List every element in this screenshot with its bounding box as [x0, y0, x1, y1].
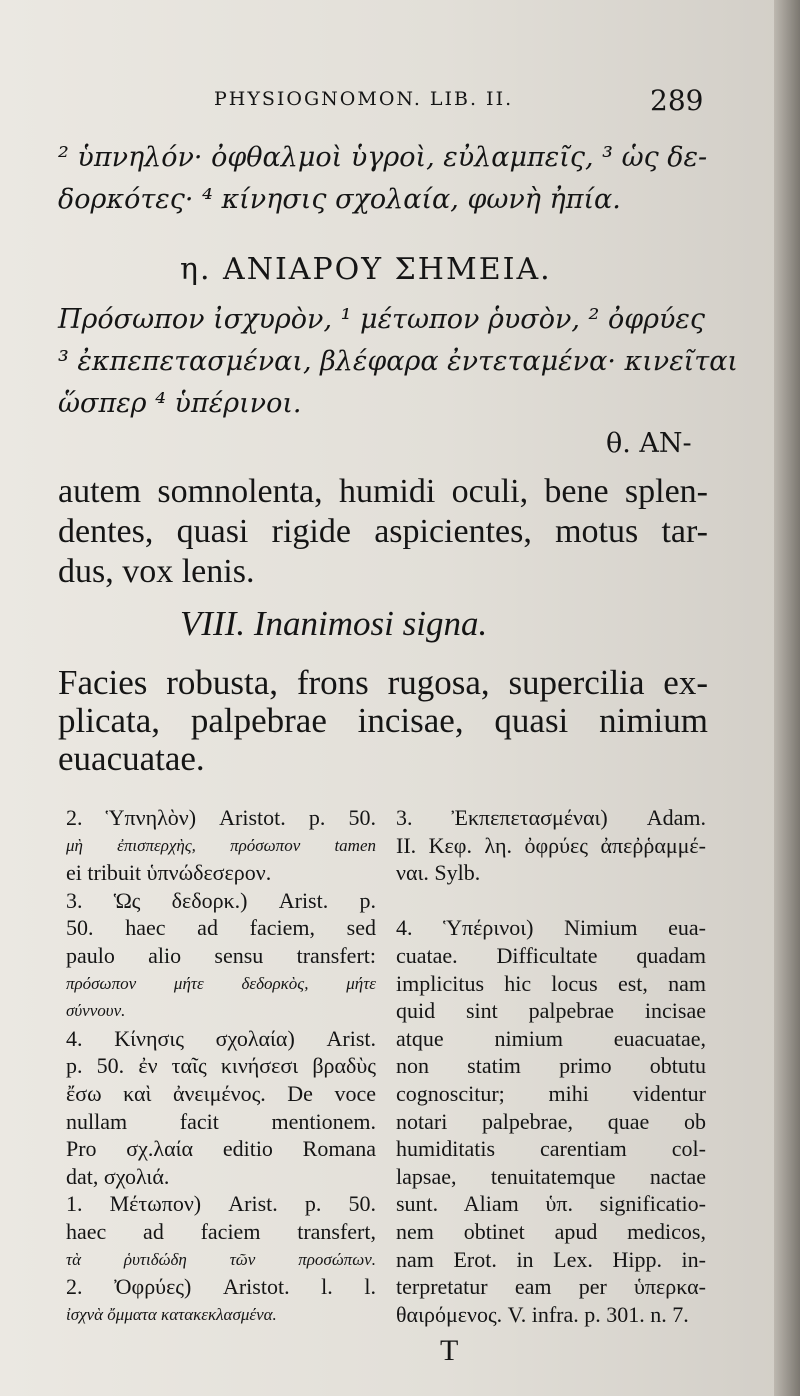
note-line: nem obtinet apud medicos,: [396, 1218, 706, 1244]
note-line: terpretatur eam per ὑπερκα-: [396, 1274, 706, 1300]
catchword: θ. AN-: [606, 428, 692, 459]
note-line: ἔσω καὶ ἀνειμένος. De voce: [66, 1080, 376, 1106]
latin-line: autem somnolenta, humidi oculi, bene splen-: [58, 473, 708, 510]
greek-line-1: ² ὑπνηλόν· ὀφθαλμοὶ ὑγροὶ, εὐλαμπεῖς, ³ ὡς δε-: [58, 142, 708, 173]
note-line: II. Κεφ. λη. ὀφρύες ἀπεῤῥαμμέ-: [396, 832, 706, 858]
greek-para-line-2: ³ ἐκπεπετασμέναι, βλέφαρα ἐντεταμένα· κινεῖται: [58, 346, 739, 377]
book-spine-shadow: [774, 0, 800, 1396]
note-line: haec ad faciem transfert,: [66, 1218, 376, 1244]
signature-mark: T: [440, 1334, 459, 1367]
note-line: 50. haec ad faciem, sed: [66, 915, 376, 941]
note-line: 4. Ὑπέρινοι) Nimium eua-: [396, 915, 706, 941]
note-line: non statim primo obtutu: [396, 1053, 706, 1079]
note-line: 3. Ἐκπεπετασμέναι) Adam.: [396, 805, 706, 830]
note-line: 2. Ὀφρύες) Aristot. l. l.: [66, 1274, 376, 1300]
greek-section-heading: η. ΑΝΙΑΡΟΥ ΣΗΜΕΙΑ.: [180, 252, 552, 287]
section-heading: VIII. Inanimosi signa.: [180, 604, 488, 643]
greek-para-line-3: ὥσπερ ⁴ ὑπέρινοι.: [58, 388, 302, 419]
note-line: p. 50. ἐν ταῖς κινήσεσι βραδὺς: [66, 1053, 376, 1079]
note-line: 4. Κίνησις σχολαία) Arist.: [66, 1025, 376, 1051]
latin-line: euacuatae.: [58, 739, 205, 778]
note-line: atque nimium euacuatae,: [396, 1025, 706, 1051]
greek-line-2: δορκότες· ⁴ κίνησις σχολαία, φωνὴ ἠπία.: [58, 184, 621, 215]
note-line: 2. Ὑπνηλὸν) Aristot. p. 50.: [66, 805, 376, 830]
footnotes-right-column: [396, 804, 706, 1328]
note-line: nam Erot. in Lex. Hipp. in-: [396, 1246, 706, 1272]
note-line: quid sint palpebrae incisae: [396, 998, 706, 1024]
latin-paragraph-1: [58, 472, 708, 592]
note-blank-line: [396, 887, 706, 915]
note-line: notari palpebrae, quae ob: [396, 1108, 706, 1134]
page-number: 289: [650, 84, 704, 117]
greek-para-line-1: Πρόσωπον ἰσχυρὸν, ¹ μέτωπον ῥυσὸν, ² ὀφρύες: [58, 304, 706, 335]
latin-line: dus, vox lenis.: [58, 553, 255, 590]
note-line: nullam facit mentionem.: [66, 1108, 376, 1134]
note-line: implicitus hic locus est, nam: [396, 970, 706, 996]
note-line: τὰ ῥυτιδώδη τῶν προσώπων.: [66, 1249, 376, 1269]
note-line: humiditatis carentiam col-: [396, 1136, 706, 1162]
note-line: θαιρόμενος. V. infra. p. 301. n. 7.: [396, 1301, 689, 1327]
note-line: ναι. Sylb.: [396, 860, 481, 886]
running-title: PHYSIOGNOMON. LIB. II.: [214, 88, 514, 110]
note-line: sunt. Aliam ὑπ. significatio-: [396, 1191, 706, 1217]
note-line: cuatae. Difficultate quadam: [396, 942, 706, 968]
latin-line: Facies robusta, frons rugosa, supercilia ex-: [58, 663, 708, 702]
footnotes-left-column: [66, 804, 376, 1328]
note-line: πρόσωπον μήτε δεδορκὸς, μήτε: [66, 973, 376, 993]
note-line: cognoscitur; mihi videntur: [396, 1080, 706, 1106]
note-line: 1. Μέτωπον) Arist. p. 50.: [66, 1191, 376, 1217]
latin-line: dentes, quasi rigide aspicientes, motus tar-: [58, 513, 708, 550]
note-line: ei tribuit ὑπνώδεσερον.: [66, 860, 272, 886]
note-line: σύννουν.: [66, 1001, 126, 1021]
latin-paragraph-2: [58, 664, 708, 778]
latin-line: plicata, palpebrae incisae, quasi nimium: [58, 701, 708, 740]
note-line: μὴ ἐπισπερχὴς, πρόσωπον tamen: [66, 835, 376, 855]
note-line: paulo alio sensu transfert:: [66, 942, 376, 968]
note-line: ἰσχνὰ ὄμματα κατακεκλασμένα.: [66, 1304, 277, 1324]
note-line: Pro σχ.λαία editio Romana: [66, 1136, 376, 1162]
note-line: dat, σχολιά.: [66, 1163, 170, 1189]
note-line: lapsae, tenuitatemque nactae: [396, 1163, 706, 1189]
note-line: 3. Ὡς δεδορκ.) Arist. p.: [66, 887, 376, 913]
